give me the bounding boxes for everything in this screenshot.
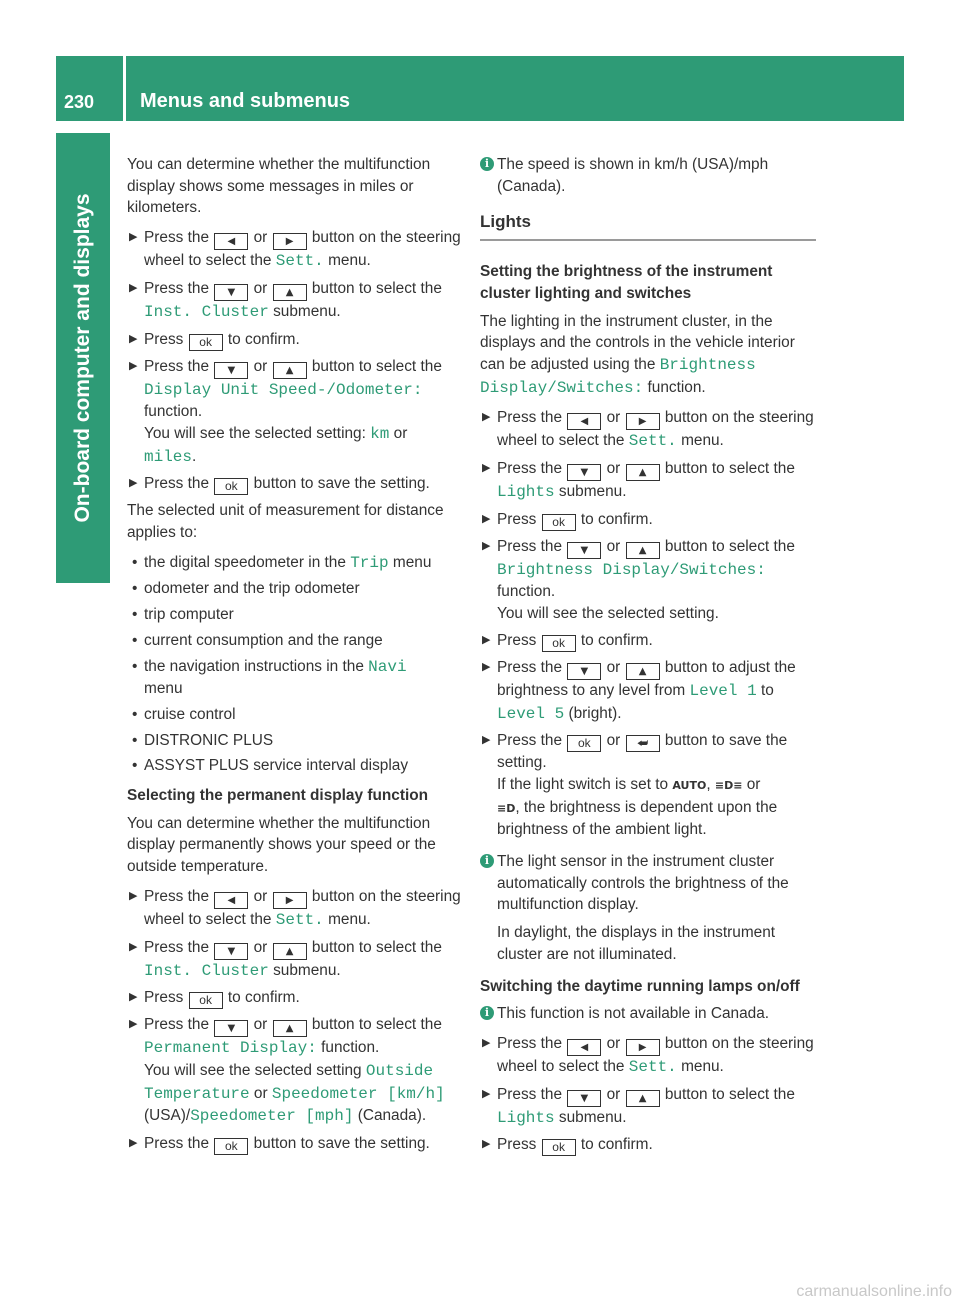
section-heading: Switching the daytime running lamps on/off <box>480 977 800 995</box>
step: ▶ Press the ◀ or ▶ button on the steering wheel to select the Sett. menu. <box>480 407 816 453</box>
right-arrow-icon: ▶ <box>273 892 307 909</box>
down-arrow-icon: ▼ <box>567 542 601 559</box>
permanent-paragraph: You can determine whether the multifunction display permanently shows your speed or the outside temperature. <box>127 814 436 876</box>
side-tab-label: On-board computer and displays <box>71 193 94 523</box>
list-item: • DISTRONIC PLUS <box>127 730 463 752</box>
up-arrow-icon: ▲ <box>626 542 660 559</box>
back-key-icon: ⮨ <box>626 735 660 752</box>
list-item: • current consumption and the range <box>127 630 463 652</box>
list-item: • cruise control <box>127 704 463 726</box>
page-number: 230 <box>64 92 95 112</box>
step: ▶ Press ok to confirm. <box>480 630 816 652</box>
parking-light-icon: ≡D≡ <box>714 778 743 792</box>
ok-key-icon: ok <box>542 1139 576 1156</box>
ok-key-icon: ok <box>214 1138 248 1155</box>
step: ▶ Press ok to confirm. <box>480 1134 816 1156</box>
step: ▶ Press the ok button to save the setting. <box>127 473 463 495</box>
list-item: • ASSYST PLUS service interval display <box>127 755 463 777</box>
ok-key-icon: ok <box>189 334 223 351</box>
up-arrow-icon: ▲ <box>273 1020 307 1037</box>
step: ▶ Press the ◀ or ▶ button on the steering wheel to select the Sett. menu. <box>480 1033 816 1079</box>
down-arrow-icon: ▼ <box>567 663 601 680</box>
info-icon: i <box>480 1006 494 1020</box>
list-item: • odometer and the trip odometer <box>127 578 463 600</box>
section-heading-lights: Lights <box>480 211 816 241</box>
left-arrow-icon: ◀ <box>567 413 601 430</box>
step: ▶ Press the ◀ or ▶ button on the steering wheel to select the Sett. menu. <box>127 886 463 932</box>
applies-paragraph: The selected unit of measurement for distance applies to: <box>127 502 444 542</box>
ok-key-icon: ok <box>214 478 248 495</box>
step: ▶ Press the ▼ or ▲ button to select the Brightness Display/Switches: function. You will see the selected setting. <box>480 536 816 625</box>
step: ▶ Press ok to confirm. <box>480 509 816 531</box>
step: ▶ Press the ▼ or ▲ button to select the Inst. Cluster submenu. <box>127 278 463 324</box>
info-note: i The speed is shown in km/h (USA)/mph (Canada). <box>480 154 816 197</box>
step: ▶ Press the ▼ or ▲ button to select the Permanent Display: function. You will see the selected setting Outside Temperature or Speedometer [km/h] (USA)/Speedometer [mph] (Canada). <box>127 1014 463 1128</box>
section-heading: Setting the brightness of the instrument cluster lighting and switches <box>480 263 773 302</box>
step: ▶ Press the ▼ or ▲ button to select the Lights submenu. <box>480 1084 816 1130</box>
section-heading: Selecting the permanent display function <box>127 787 429 805</box>
step: ▶ Press the ◀ or ▶ button on the steering wheel to select the Sett. menu. <box>127 227 463 273</box>
right-arrow-icon: ▶ <box>626 413 660 430</box>
down-arrow-icon: ▼ <box>214 1020 248 1037</box>
ok-key-icon: ok <box>542 514 576 531</box>
up-arrow-icon: ▲ <box>273 943 307 960</box>
info-icon: i <box>480 157 494 171</box>
list-item: • the navigation instructions in the Navi menu <box>127 656 463 700</box>
down-arrow-icon: ▼ <box>214 284 248 301</box>
header-separator <box>123 56 126 121</box>
left-arrow-icon: ◀ <box>567 1039 601 1056</box>
ok-key-icon: ok <box>189 992 223 1009</box>
menu-sett: Sett. <box>275 252 324 271</box>
ok-key-icon: ok <box>542 635 576 652</box>
down-arrow-icon: ▼ <box>214 362 248 379</box>
low-beam-icon: ≡D <box>497 801 516 815</box>
step: ▶ Press the ▼ or ▲ button to select the Display Unit Speed-/Odometer: function. You will see the selected setting: km or miles. <box>127 356 463 469</box>
left-arrow-icon: ◀ <box>214 892 248 909</box>
down-arrow-icon: ▼ <box>214 943 248 960</box>
right-arrow-icon: ▶ <box>273 233 307 250</box>
step: ▶ Press the ▼ or ▲ button to select the Inst. Cluster submenu. <box>127 937 463 983</box>
function-display-unit: Display Unit Speed-/Odometer: <box>144 380 423 399</box>
step: ▶ Press the ▼ or ▲ button to adjust the brightness to any level from Level 1 to Level 5 (bright). <box>480 657 816 725</box>
list-item: • the digital speedometer in the Trip menu <box>127 552 463 575</box>
intro-paragraph: You can determine whether the multifunction display shows some messages in miles or kilometers. <box>127 156 431 217</box>
watermark: carmanualsonline.info <box>796 1283 952 1300</box>
up-arrow-icon: ▲ <box>626 1090 660 1107</box>
page-title: Menus and submenus <box>140 90 351 112</box>
up-arrow-icon: ▲ <box>626 663 660 680</box>
step: ▶ Press the ok or ⮨ button to save the setting. If the light switch is set to AUTO, ≡D≡ or ≡D, the brightness is dependent upon the brightness of the ambient light. <box>480 730 816 841</box>
right-column <box>480 154 816 1161</box>
step: ▶ Press ok to confirm. <box>127 329 463 351</box>
down-arrow-icon: ▼ <box>567 1090 601 1107</box>
auto-light-icon: AUTO <box>672 778 707 792</box>
info-icon: i <box>480 854 494 868</box>
step: ▶ Press ok to confirm. <box>127 987 463 1009</box>
step: ▶ Press the ▼ or ▲ button to select the Lights submenu. <box>480 458 816 504</box>
up-arrow-icon: ▲ <box>273 284 307 301</box>
submenu-inst-cluster: Inst. Cluster <box>144 302 269 321</box>
right-arrow-icon: ▶ <box>626 1039 660 1056</box>
list-item: • trip computer <box>127 604 463 626</box>
down-arrow-icon: ▼ <box>567 464 601 481</box>
up-arrow-icon: ▲ <box>273 362 307 379</box>
brightness-paragraph: The lighting in the instrument cluster, in the displays and the controls in the vehicle interior can be adjusted using the Brightness Display/Switches: function. <box>480 312 795 397</box>
info-note: i This function is not available in Canada. <box>480 1003 816 1025</box>
left-column <box>127 154 463 1160</box>
up-arrow-icon: ▲ <box>626 464 660 481</box>
info-note: i The light sensor in the instrument cluster automatically controls the brightness of the multifunction display. In daylight, the displays in the instrument cluster are not illuminated. <box>480 851 816 966</box>
ok-key-icon: ok <box>567 735 601 752</box>
step: ▶ Press the ok button to save the setting. <box>127 1133 463 1155</box>
left-arrow-icon: ◀ <box>214 233 248 250</box>
